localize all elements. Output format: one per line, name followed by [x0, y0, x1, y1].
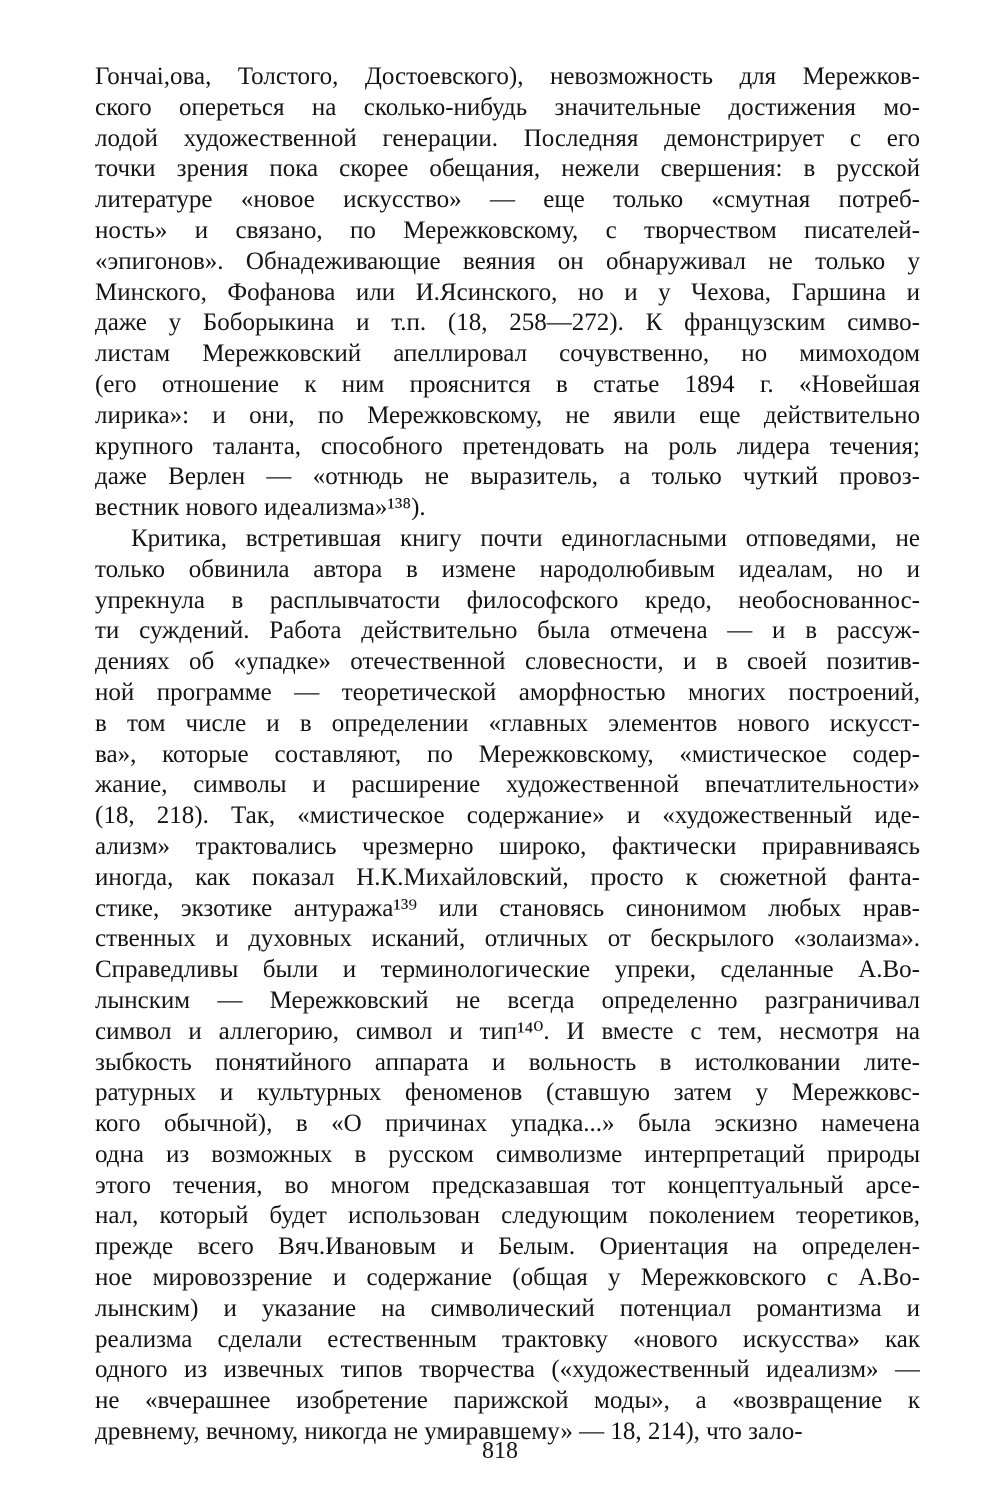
paragraph — [95, 524, 920, 1448]
text-line: ность» и связано, по Мережковскому, с творчеством писателей- — [95, 216, 920, 244]
text-line: (18, 218). Так, «мистическое содержание» и «художественный иде- — [95, 802, 920, 830]
text-line: упрекнула в расплывчатости философского кредо, необоснованнос- — [95, 586, 920, 614]
text-line: Гончаi,ова, Толстого, Достоевского), невозможность для Мережков- — [95, 63, 920, 90]
text-line: реализма сделали естественным трактовку «нового искусства» как — [95, 1325, 920, 1353]
text-line: кого обычной), в «О причинах упадка...» была эскизно намечена — [95, 1110, 920, 1138]
paragraph — [95, 62, 920, 524]
text-line: Справедливы были и терминологические упреки, сделанные А.Во- — [95, 956, 920, 984]
text-line: древнему, вечному, никогда не умиравшему» — 18, 214), что зало- — [95, 1418, 803, 1446]
text-line: дениях об «упадке» отечественной словесности, и в своей позитив- — [95, 648, 920, 676]
text-line: стике, экзотике антуража¹³⁹ или становясь синонимом любых нрав- — [95, 894, 920, 922]
text-line: (его отношение к ним прояснится в статье 1894 г. «Новейшая — [95, 370, 920, 398]
text-line: жание, символы и расширение художественной впечатлительности» — [95, 771, 920, 799]
text-line: ное мировоззрение и содержание (общая у Мережковского с А.Во- — [95, 1264, 920, 1292]
text-line: лирика»: и они, по Мережковскому, не явили еще действительно — [95, 401, 920, 429]
text-line: даже Верлен — «отнюдь не выразитель, а только чуткий провоз- — [95, 463, 920, 491]
text-line: литературе «новое искусство» — еще только «смутная потреб- — [95, 186, 920, 214]
text-line: ва», которые составляют, по Мережковскому, «мистическое содер- — [95, 740, 920, 768]
text-line: нал, который будет использован следующим поколением теоретиков, — [95, 1202, 920, 1230]
text-line: только обвинила автора в измене народолюбивым идеалам, но и — [95, 555, 920, 583]
text-line: ратурных и культурных феноменов (ставшую затем у Мережковс- — [95, 1079, 920, 1107]
text-line: крупного таланта, способного претендовать на роль лидера течения; — [95, 432, 920, 460]
text-line: точки зрения пока скорее обещания, нежели свершения: в русской — [95, 155, 920, 183]
text-column — [95, 62, 920, 1448]
text-line: символ и аллегорию, символ и тип¹⁴⁰. И вместе с тем, несмотря на — [95, 1017, 920, 1045]
text-line: не «вчерашнее изобретение парижской моды», а «возвращение к — [95, 1387, 920, 1415]
text-line: даже у Боборыкина и т.п. (18, 258—272). К французским симво- — [95, 309, 920, 337]
text-line: ализм» трактовались чрезмерно широко, фактически приравниваясь — [95, 832, 920, 860]
text-line: ти суждений. Работа действительно была отмечена — и в рассуж- — [95, 617, 920, 645]
text-line: ского опереться на сколько-нибудь значительные достижения мо- — [95, 93, 920, 121]
text-line: иногда, как показал Н.К.Михайловский, просто к сюжетной фанта- — [95, 863, 920, 891]
text-line: Критика, встретившая книгу почти единогласными отповедями, не — [131, 524, 920, 552]
text-line: Минского, Фофанова или И.Ясинского, но и у Чехова, Гаршина и — [95, 278, 920, 306]
text-line: лынским — Мережковский не всегда определенно разграничивал — [95, 986, 920, 1014]
text-line: одного из извечных типов творчества («художественный идеализм» — — [95, 1356, 920, 1384]
page-number: 818 — [482, 1438, 518, 1464]
text-line: лынским) и указание на символический потенциал романтизма и — [95, 1294, 920, 1322]
text-line: зыбкость понятийного аппарата и вольность в истолковании лите- — [95, 1048, 920, 1076]
text-line: «эпигонов». Обнадеживающие веяния он обнаруживал не только у — [95, 247, 920, 275]
text-line: прежде всего Вяч.Ивановым и Белым. Ориентация на определен- — [95, 1233, 920, 1261]
text-line: ственных и духовных исканий, отличных от бескрылого «золаизма». — [95, 925, 920, 953]
text-line: одна из возможных в русском символизме интерпретаций природы — [95, 1140, 920, 1168]
text-line: вестник нового идеализма»¹³⁸). — [95, 494, 426, 522]
text-line: ной программе — теоретической аморфностью многих построений, — [95, 678, 920, 706]
text-line: этого течения, во многом предсказавшая тот концептуальный арсе- — [95, 1171, 920, 1199]
text-line: в том числе и в определении «главных элементов нового искусст- — [95, 709, 920, 737]
text-line: лодой художественной генерации. Последняя демонстрирует с его — [95, 124, 920, 152]
text-line: листам Мережковский апеллировал сочувственно, но мимоходом — [95, 340, 920, 368]
